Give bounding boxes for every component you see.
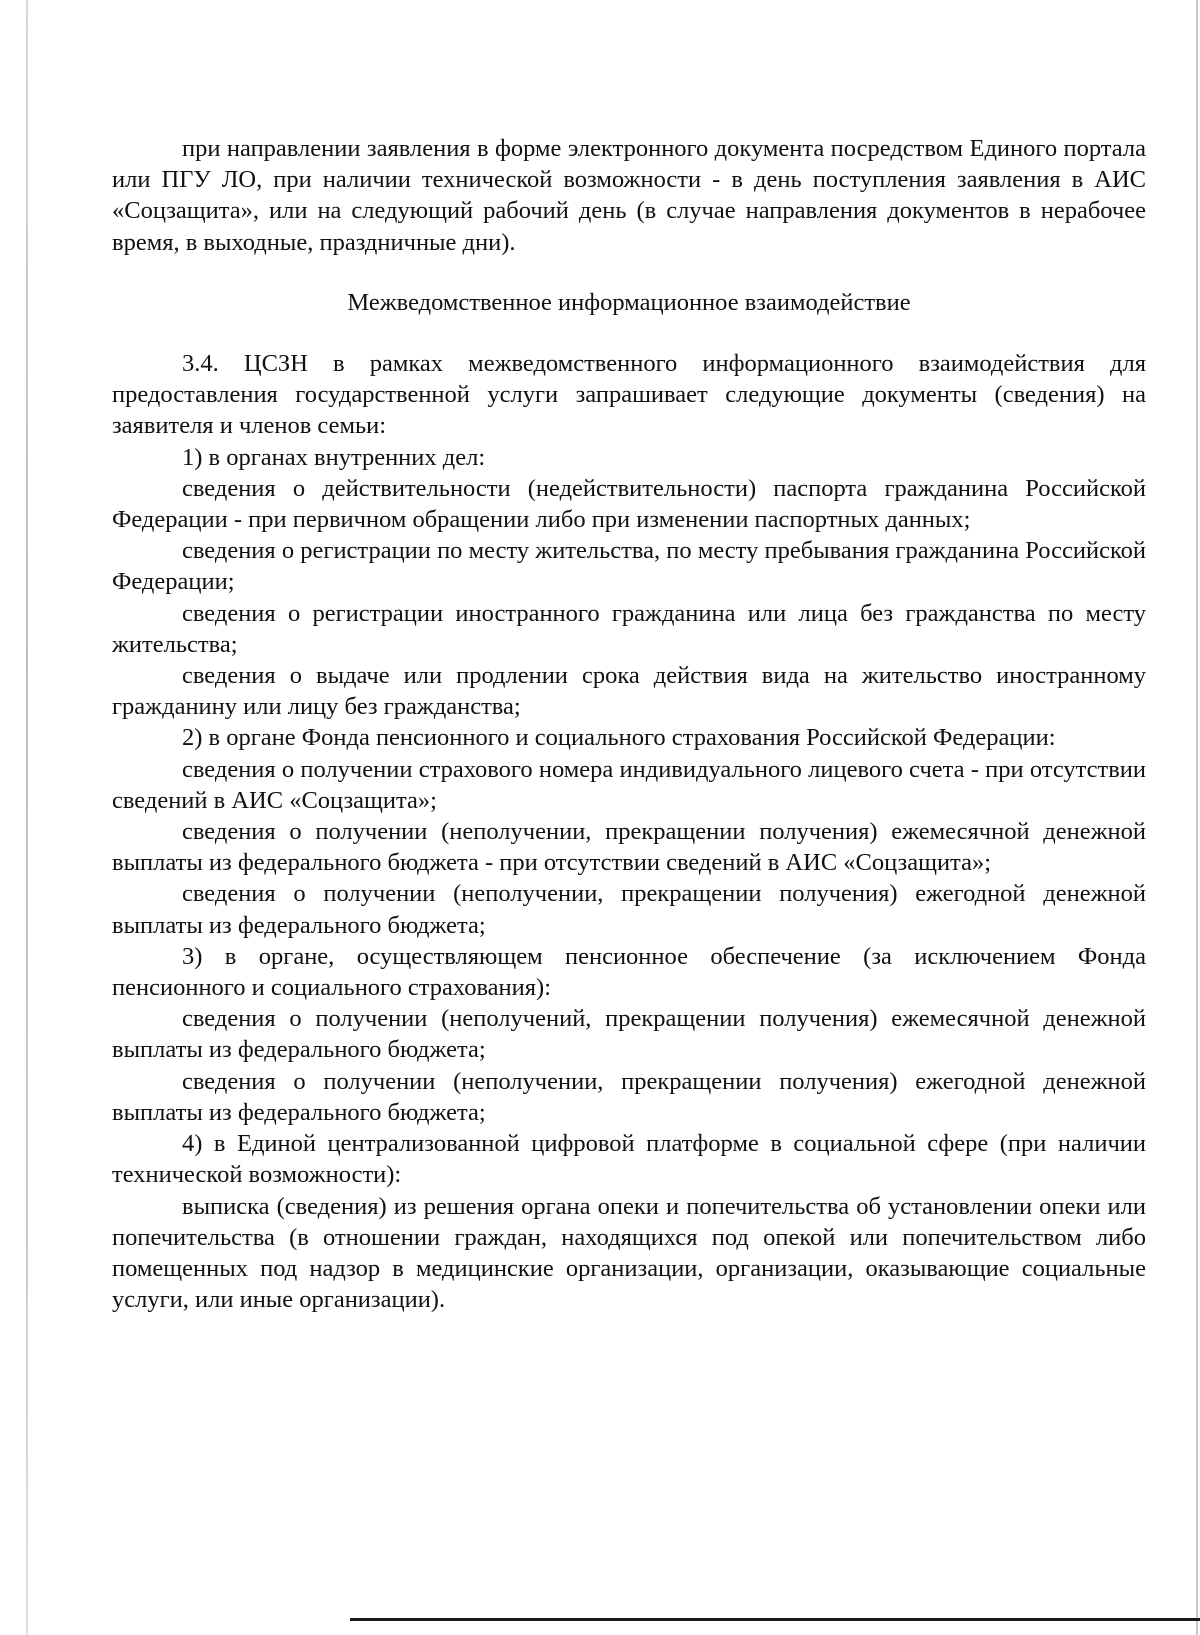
document-body bbox=[112, 133, 1146, 1315]
section-heading: Межведомственное информационное взаимодействие bbox=[347, 288, 911, 316]
paragraph-monthly-payment-1: сведения о получении (неполучении, прекращении получения) ежемесячной денежной выплаты из федерального бюджета - при отсутствии сведений в АИС «Соцзащита»; bbox=[112, 818, 1146, 877]
list-item-pension-provider: 3) в органе, осуществляющем пенсионное обеспечение (за исключением Фонда пенсионного и социального страхования): bbox=[112, 942, 1146, 1002]
paragraph-3-4-intro: 3.4. ЦСЗН в рамках межведомственного информационного взаимодействия для предоставления государственной услуги запрашивает следующие документы (сведения) на заявителя и членов семьи: bbox=[112, 350, 1146, 440]
list-item-digital-platform: 4) в Единой централизованной цифровой платформе в социальной сфере (при наличии технической возможности): bbox=[112, 1130, 1146, 1189]
paragraph-registration-foreigner: сведения о регистрации иностранного гражданина или лица без гражданства по месту жительства; bbox=[112, 599, 1146, 658]
paragraph-annual-payment-1: сведения о получении (неполучении, прекращении получения) ежегодной денежной выплаты из федерального бюджета; bbox=[112, 880, 1146, 939]
paragraph-monthly-payment-2: сведения о получении (неполучений, прекращении получения) ежемесячной денежной выплаты из федерального бюджета; bbox=[112, 1005, 1146, 1064]
list-item-pension-fund: 2) в органе Фонда пенсионного и социального страхования Российской Федерации: bbox=[182, 724, 1056, 752]
scan-bottom-edge bbox=[350, 1618, 1200, 1621]
paragraph-residence-permit: сведения о выдаче или продлении срока действия вида на жительство иностранному гражданину или лицу без гражданства; bbox=[112, 662, 1146, 721]
paragraph-snils: сведения о получении страхового номера индивидуального лицевого счета - при отсутствии сведений в АИС «Соцзащита»; bbox=[112, 755, 1146, 814]
list-item-internal-affairs: 1) в органах внутренних дел: bbox=[182, 443, 486, 471]
scan-right-edge bbox=[1196, 0, 1198, 1635]
scan-left-edge bbox=[26, 0, 28, 1635]
paragraph-passport-validity: сведения о действительности (недействительности) паспорта гражданина Российской Федерации - при первичном обращении либо при изменении паспортных данных; bbox=[112, 474, 1146, 534]
paragraph-annual-payment-2: сведения о получении (неполучении, прекращении получения) ежегодной денежной выплаты из федерального бюджета; bbox=[112, 1067, 1146, 1126]
paragraph-electronic-submission: при направлении заявления в форме электронного документа посредством Единого портала или ПГУ ЛО, при наличии технической возможности - в день поступления заявления в АИС «Соцзащита», или на следующий рабочий день (в случае направления документов в нерабочее время, в выходные, праздничные дни). bbox=[112, 135, 1146, 256]
paragraph-registration-citizen: сведения о регистрации по месту жительства, по месту пребывания гражданина Российской Федерации; bbox=[112, 537, 1146, 596]
paragraph-guardianship-extract: выписка (сведения) из решения органа опеки и попечительства об установлении опеки или попечительства (в отношении граждан, находящихся под опекой или попечительством либо помещенных под надзор в медицинские организации, организации, оказывающие социальные услуги, или иные организации). bbox=[112, 1192, 1146, 1314]
